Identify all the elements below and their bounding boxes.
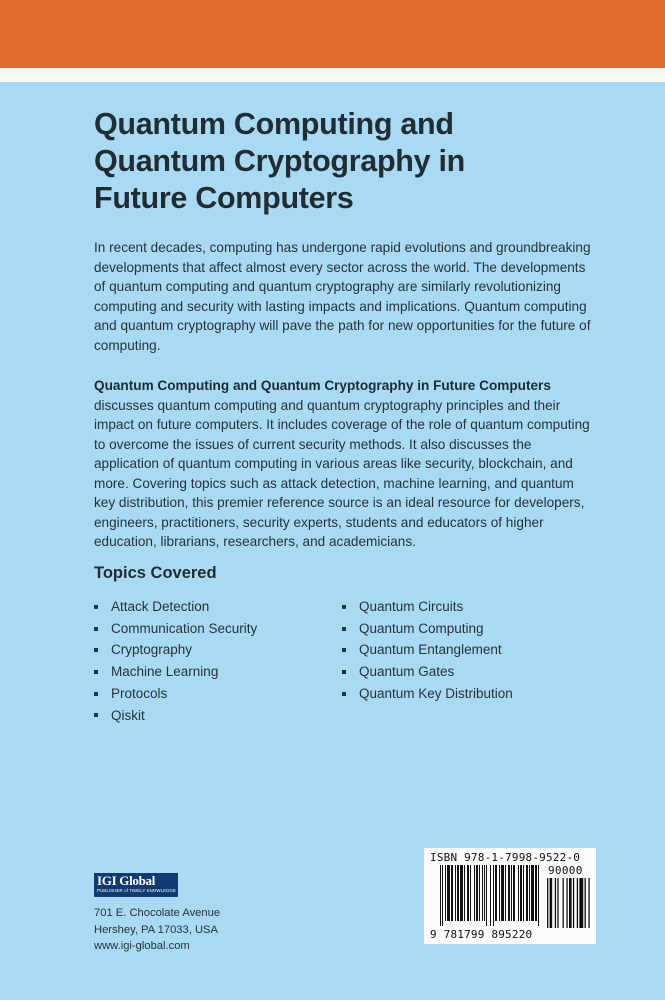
barcode-bar <box>550 878 553 928</box>
bullet-icon <box>94 692 98 696</box>
publisher-website: www.igi-global.com <box>94 940 190 952</box>
barcode-bar <box>457 865 459 921</box>
bullet-icon <box>94 648 98 652</box>
barcode-bar <box>455 865 456 921</box>
isbn-label: ISBN 978-1-7998-9522-0 <box>430 851 581 864</box>
barcode-bar <box>588 878 589 928</box>
topic-item <box>342 683 513 705</box>
barcode-bar <box>557 878 558 928</box>
topic-label: Quantum Circuits <box>359 599 464 614</box>
topic-label: Protocols <box>111 685 168 701</box>
topic-item <box>94 661 257 683</box>
topic-label: Quantum Gates <box>359 664 455 680</box>
barcode-bar <box>518 865 519 921</box>
book-title <box>94 106 614 217</box>
title-line-3: Future Computers <box>94 181 354 215</box>
barcode-bar <box>526 865 528 921</box>
topic-label: Communication Security <box>111 620 258 636</box>
bullet-icon <box>94 605 98 609</box>
topic-label: Qiskit <box>111 707 145 723</box>
barcode-bar <box>579 878 583 928</box>
barcode-bar <box>529 865 530 921</box>
barcode-bar <box>495 865 497 921</box>
intro-paragraph: In recent decades, computing has undergone rapid evolutions and groundbreaking developments that affect almost every sector across the world. The developments of quantum computing and quantum cryptography are similarly revolutionizing computing and security with lasting impacts and implications. Quantum computing and quantum cryptography will pave the path for new opportunities for the future of computing. <box>94 240 591 353</box>
bullet-icon <box>342 627 346 631</box>
barcode-bar <box>563 878 564 928</box>
bullet-icon <box>342 670 346 674</box>
topic-label: Quantum Entanglement <box>359 642 502 658</box>
barcode-bar <box>585 878 586 928</box>
logo-name: IGI Global <box>97 873 156 888</box>
barcode-bar <box>474 865 475 921</box>
barcode-bar <box>538 865 539 926</box>
ean-digits: 9 781799 895220 <box>430 928 533 941</box>
barcode-bar <box>479 865 480 921</box>
bullet-icon <box>94 670 98 674</box>
barcode-bar <box>464 865 465 921</box>
topic-item <box>342 618 513 640</box>
topic-label: Quantum Key Distribution <box>359 685 513 701</box>
description-body: discusses quantum computing and quantum cryptography principles and their impact on future computers. It includes coverage of the role of quantum computing to overcome the issues of current security methods. It also discusses the application of quantum computing in various areas like security, blockchain, and more. Covering topics such as attack detection, machine learning, and quantum key distribution, this premier reference source is an ideal resource for developers, engineers, practitioners, security experts, students and educators of higher education, librarians, researchers, and academicians. <box>94 397 590 549</box>
barcode-bar <box>467 865 469 921</box>
description-book-title: Quantum Computing and Quantum Cryptography in Future Computers <box>94 378 551 393</box>
bullet-icon <box>342 605 346 609</box>
barcode-bar <box>451 865 453 921</box>
title-line-2: Quantum Cryptography in <box>94 144 465 178</box>
topics-list-right <box>342 596 513 705</box>
barcode-bar <box>490 865 491 926</box>
barcode-bar <box>555 878 556 928</box>
barcode-bar <box>511 865 512 921</box>
barcode-addon-bars <box>547 878 591 929</box>
barcode-bar <box>513 865 515 921</box>
barcode-bar <box>440 865 441 926</box>
barcode-bar <box>486 865 487 926</box>
topics-list-left <box>94 596 257 726</box>
barcode-bar <box>493 865 494 926</box>
publisher-address <box>94 905 220 955</box>
barcode-bar <box>569 878 572 928</box>
topic-label: Cryptography <box>111 642 193 658</box>
address-line-1: 701 E. Chocolate Avenue <box>94 907 221 919</box>
barcode-bar <box>476 865 478 921</box>
barcode-bar <box>460 865 463 921</box>
logo-tagline: PUBLISHER of TIMELY KNOWLEDGE <box>97 888 177 893</box>
topic-item <box>342 639 513 661</box>
barcode-bar <box>523 865 524 921</box>
barcode-bar <box>482 865 483 921</box>
barcode-bar <box>445 865 446 921</box>
bullet-icon <box>342 648 346 652</box>
barcode-bar <box>520 865 522 921</box>
igi-global-logo <box>94 873 178 897</box>
topic-item <box>94 683 257 705</box>
topic-item <box>94 639 257 661</box>
barcode-bar <box>547 878 548 928</box>
barcode-bar <box>508 865 510 921</box>
barcode-bar <box>501 865 504 921</box>
barcode-bar <box>442 865 443 926</box>
topic-item <box>94 705 257 727</box>
topic-label: Quantum Computing <box>359 620 484 636</box>
barcode-bar <box>470 865 471 921</box>
barcode-bar <box>447 865 450 921</box>
price-code: 90000 <box>548 864 583 877</box>
topic-label: Machine Learning <box>111 664 219 680</box>
barcode-bar <box>531 865 534 921</box>
barcode-bar <box>535 865 537 921</box>
topic-item <box>342 596 513 618</box>
bullet-icon <box>342 692 346 696</box>
topics-heading: Topics Covered <box>94 564 217 582</box>
barcode-bar <box>573 878 574 928</box>
barcode-bar <box>566 878 567 928</box>
description-paragraph <box>94 376 594 552</box>
top-orange-band <box>0 0 665 68</box>
title-line-1: Quantum Computing and <box>94 107 454 141</box>
barcode-bar <box>499 865 500 921</box>
topic-item <box>342 661 513 683</box>
barcode-bar <box>484 865 485 921</box>
bullet-icon <box>94 627 98 631</box>
bullet-icon <box>94 713 98 717</box>
address-line-2: Hershey, PA 17033, USA <box>94 923 218 936</box>
white-divider-strip <box>0 68 665 82</box>
barcode-bar <box>577 878 578 928</box>
topic-item <box>94 618 257 640</box>
barcode-main-bars <box>440 865 540 929</box>
barcode-bar <box>505 865 506 921</box>
topic-label: Attack Detection <box>111 599 210 614</box>
topic-item <box>94 596 257 618</box>
